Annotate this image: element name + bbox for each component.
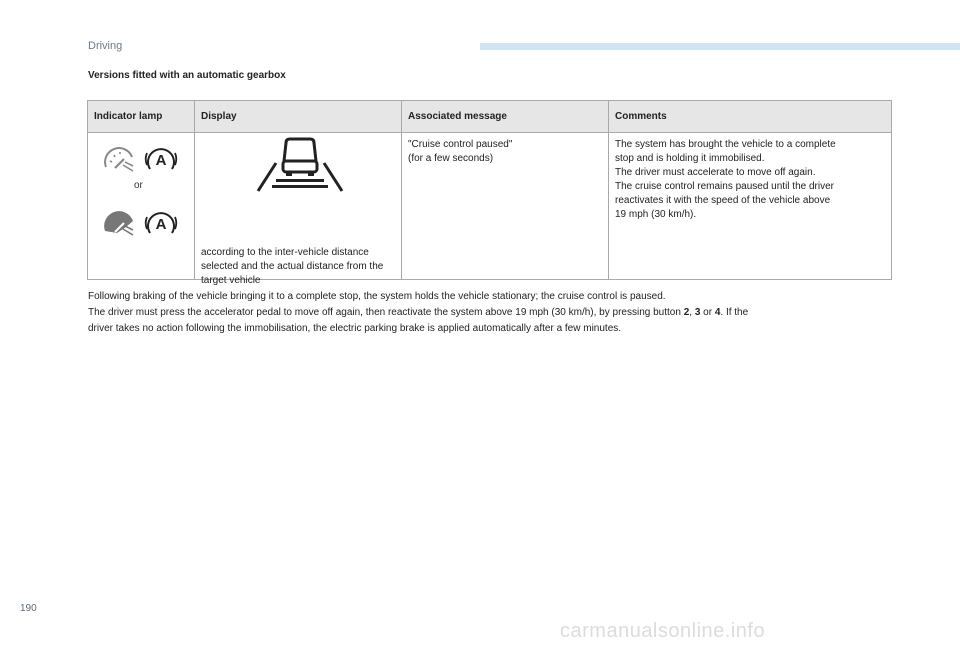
- lamp-row-outline: [102, 143, 178, 175]
- message-cell: [402, 133, 609, 280]
- auto-hold-letter: A: [155, 152, 167, 169]
- auto-hold-letter-2: A: [155, 216, 167, 233]
- message-line: (for a few seconds): [408, 153, 494, 164]
- auto-hold-icon-2: [144, 207, 178, 239]
- comment-line: reactivates it with the speed of the vehicle above: [615, 195, 831, 206]
- display-description: according to the inter-vehicle distance selected and the actual distance from the target vehicle: [201, 247, 384, 286]
- info-table: [87, 100, 892, 286]
- header-indicator-lamp: Indicator lamp: [88, 101, 195, 133]
- speedometer-filled-icon: [102, 207, 138, 239]
- lamp-row-filled: [102, 207, 178, 239]
- paragraph-sep: or: [700, 307, 715, 318]
- paragraph-line: driver takes no action following the immobilisation, the electric parking brake is applied automatically after a few minutes.: [88, 323, 622, 334]
- button-ref-2: 2: [683, 307, 690, 318]
- lamp-or-label: or: [134, 180, 143, 191]
- comment-line: The system has brought the vehicle to a complete: [615, 139, 836, 150]
- page-number: 190: [20, 603, 37, 614]
- button-ref-4: 4: [714, 307, 721, 318]
- lamp-cell: [88, 133, 195, 280]
- paragraph-text: The driver must press the accelerator pedal to move off again, then reactivate the system above 19 mph (30 km/h), by pressing button: [88, 307, 684, 318]
- header-associated-message: Associated message: [402, 101, 609, 133]
- table-row: [88, 133, 892, 280]
- comment-line: The cruise control remains paused until the driver: [615, 181, 834, 192]
- paragraph-line: [88, 305, 888, 321]
- body-paragraph: [88, 289, 888, 337]
- comment-line: The driver must accelerate to move off again.: [615, 167, 816, 178]
- comments-cell: [609, 133, 892, 280]
- speedometer-outline-icon: [102, 143, 138, 175]
- section-label: Driving: [88, 40, 123, 52]
- auto-hold-icon: [144, 143, 178, 175]
- paragraph-text: . If the: [720, 307, 749, 318]
- vehicle-ahead-display-icon: [250, 137, 350, 195]
- message-line: "Cruise control paused": [408, 139, 513, 150]
- comment-line: 19 mph (30 km/h).: [615, 209, 697, 220]
- header-comments: Comments: [609, 101, 892, 133]
- paragraph-sep: ,: [689, 307, 695, 318]
- display-cell: [195, 133, 402, 286]
- paragraph-line: Following braking of the vehicle bringing it to a complete stop, the system holds the vehicle stationary; the cruise control is paused.: [88, 291, 666, 302]
- subtitle: Versions fitted with an automatic gearbox: [88, 70, 286, 81]
- header-display: Display: [195, 101, 402, 133]
- watermark: carmanualsonline.info: [560, 620, 766, 642]
- header-bar: [480, 43, 960, 50]
- comment-line: stop and is holding it immobilised.: [615, 153, 765, 164]
- table-header-row: [88, 101, 892, 133]
- button-ref-3: 3: [694, 307, 701, 318]
